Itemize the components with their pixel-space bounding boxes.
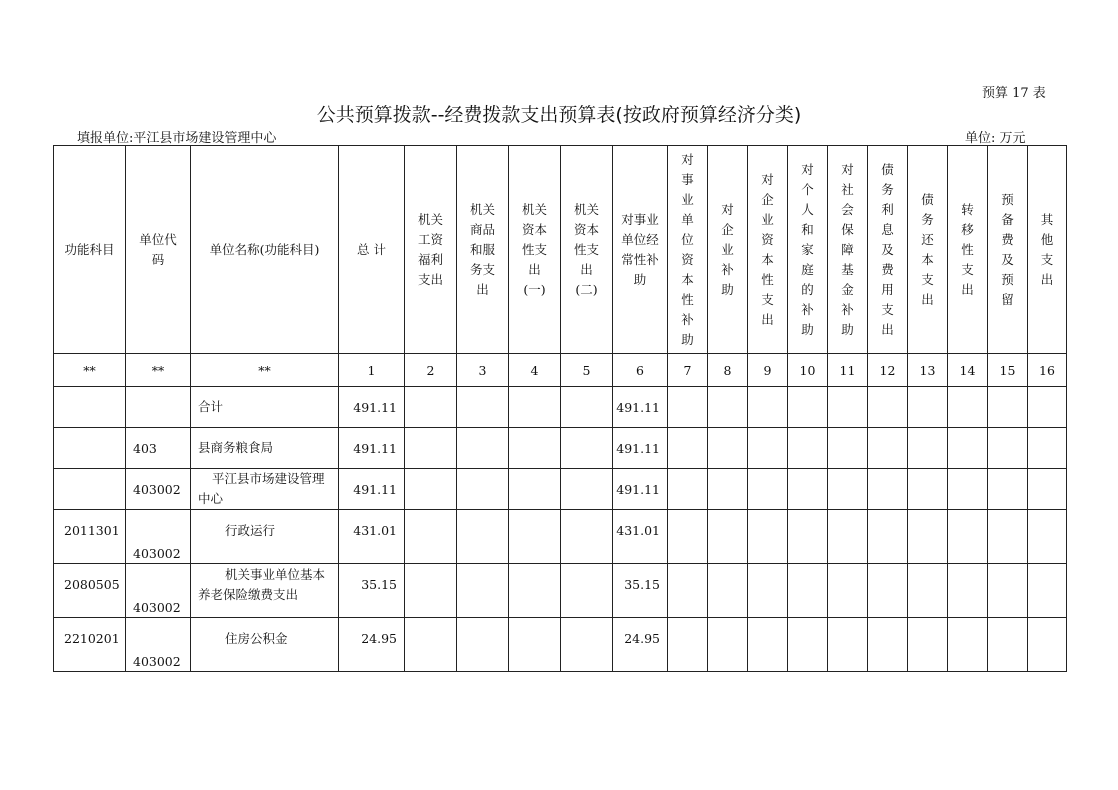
total-cell: 491.11: [339, 428, 405, 469]
col-2: 机关工资福利支出: [405, 146, 457, 354]
col-8: 对企业补助: [708, 146, 748, 354]
table-row: [54, 618, 1067, 672]
empty-cell: [1028, 387, 1067, 428]
empty-cell: [457, 428, 509, 469]
empty-cell: [708, 618, 748, 672]
empty-cell: [948, 469, 988, 510]
empty-cell: [509, 564, 561, 618]
empty-cell: [988, 428, 1028, 469]
empty-cell: [948, 510, 988, 564]
total-cell: 491.11: [339, 469, 405, 510]
total-cell: 24.95: [339, 618, 405, 672]
empty-cell: [908, 387, 948, 428]
empty-cell: [748, 428, 788, 469]
func-code-cell: [54, 469, 126, 510]
empty-cell: [748, 387, 788, 428]
col-9: 对企业资本性支出: [748, 146, 788, 354]
col-14: 转移性支出: [948, 146, 988, 354]
col-4: 机关资本性支出(一): [509, 146, 561, 354]
index-cell: 12: [868, 354, 908, 387]
empty-cell: [788, 428, 828, 469]
index-cell: 6: [613, 354, 668, 387]
filling-unit: 填报单位:平江县市场建设管理中心: [77, 131, 277, 146]
empty-cell: [828, 510, 868, 564]
empty-cell: [1028, 510, 1067, 564]
empty-cell: [908, 469, 948, 510]
empty-cell: [788, 618, 828, 672]
func-code-cell: 2011301: [54, 510, 126, 564]
empty-cell: [748, 469, 788, 510]
empty-cell: [561, 428, 613, 469]
empty-cell: [788, 469, 828, 510]
empty-cell: [509, 510, 561, 564]
empty-cell: [988, 387, 1028, 428]
empty-cell: [868, 618, 908, 672]
unit-name-cell: 县商务粮食局: [191, 428, 339, 469]
empty-cell: [405, 428, 457, 469]
c6-cell: 491.11: [613, 469, 668, 510]
unit-name-cell: 住房公积金: [191, 618, 339, 672]
empty-cell: [788, 564, 828, 618]
empty-cell: [828, 618, 868, 672]
table-row: [54, 510, 1067, 564]
empty-cell: [868, 469, 908, 510]
index-cell: 15: [988, 354, 1028, 387]
empty-cell: [908, 618, 948, 672]
col-12: 债务利息及费用支出: [868, 146, 908, 354]
index-cell: 4: [509, 354, 561, 387]
index-cell: 5: [561, 354, 613, 387]
func-code-cell: [54, 428, 126, 469]
empty-cell: [1028, 618, 1067, 672]
col-7: 对事业单位资本性补助: [668, 146, 708, 354]
unit-code-cell: [126, 387, 191, 428]
empty-cell: [988, 510, 1028, 564]
empty-cell: [457, 387, 509, 428]
col-16: 其他支出: [1028, 146, 1067, 354]
empty-cell: [1028, 564, 1067, 618]
index-cell: **: [54, 354, 126, 387]
col-5: 机关资本性支出(二): [561, 146, 613, 354]
unit-code-cell: 403002: [126, 618, 191, 672]
c6-cell: 431.01: [613, 510, 668, 564]
empty-cell: [988, 469, 1028, 510]
header-row: [54, 146, 1067, 354]
empty-cell: [868, 510, 908, 564]
empty-cell: [828, 564, 868, 618]
table-row: [54, 469, 1067, 510]
unit-name-cell: 机关事业单位基本养老保险缴费支出: [191, 564, 339, 618]
empty-cell: [561, 469, 613, 510]
empty-cell: [868, 387, 908, 428]
c6-cell: 491.11: [613, 387, 668, 428]
unit-name-cell: 行政运行: [191, 510, 339, 564]
empty-cell: [405, 618, 457, 672]
form-number: 预算 17 表: [982, 86, 1046, 101]
index-cell: **: [126, 354, 191, 387]
empty-cell: [668, 564, 708, 618]
budget-table: [53, 145, 1067, 672]
empty-cell: [948, 428, 988, 469]
empty-cell: [405, 387, 457, 428]
table-row: [54, 564, 1067, 618]
empty-cell: [948, 618, 988, 672]
total-cell: 431.01: [339, 510, 405, 564]
index-cell: 16: [1028, 354, 1067, 387]
empty-cell: [405, 510, 457, 564]
index-cell: 10: [788, 354, 828, 387]
empty-cell: [988, 618, 1028, 672]
empty-cell: [1028, 428, 1067, 469]
c6-cell: 491.11: [613, 428, 668, 469]
c6-cell: 35.15: [613, 564, 668, 618]
col-15: 预备费及预留: [988, 146, 1028, 354]
empty-cell: [908, 428, 948, 469]
currency-unit: 单位: 万元: [965, 131, 1026, 146]
index-cell: 8: [708, 354, 748, 387]
table-row: [54, 428, 1067, 469]
empty-cell: [988, 564, 1028, 618]
empty-cell: [405, 564, 457, 618]
empty-cell: [788, 510, 828, 564]
total-cell: 35.15: [339, 564, 405, 618]
empty-cell: [908, 510, 948, 564]
empty-cell: [868, 564, 908, 618]
c6-cell: 24.95: [613, 618, 668, 672]
empty-cell: [561, 510, 613, 564]
func-code-cell: 2080505: [54, 564, 126, 618]
empty-cell: [868, 428, 908, 469]
col-3: 机关商品和服务支出: [457, 146, 509, 354]
index-row: [54, 354, 1067, 387]
index-cell: 2: [405, 354, 457, 387]
empty-cell: [708, 387, 748, 428]
index-cell: 9: [748, 354, 788, 387]
empty-cell: [1028, 469, 1067, 510]
empty-cell: [708, 428, 748, 469]
empty-cell: [561, 387, 613, 428]
empty-cell: [668, 510, 708, 564]
empty-cell: [708, 564, 748, 618]
index-cell: 14: [948, 354, 988, 387]
empty-cell: [668, 428, 708, 469]
empty-cell: [457, 564, 509, 618]
index-cell: 11: [828, 354, 868, 387]
empty-cell: [748, 564, 788, 618]
page-title: 公共预算拨款--经费拨款支出预算表(按政府预算经济分类): [316, 104, 802, 126]
empty-cell: [405, 469, 457, 510]
empty-cell: [509, 387, 561, 428]
col-unit-name: 单位名称(功能科目): [191, 146, 339, 354]
col-func-code: 功能科目: [54, 146, 126, 354]
empty-cell: [509, 469, 561, 510]
empty-cell: [828, 428, 868, 469]
empty-cell: [828, 387, 868, 428]
empty-cell: [668, 469, 708, 510]
total-cell: 491.11: [339, 387, 405, 428]
empty-cell: [708, 469, 748, 510]
index-cell: 3: [457, 354, 509, 387]
index-cell: 7: [668, 354, 708, 387]
empty-cell: [948, 564, 988, 618]
empty-cell: [457, 469, 509, 510]
unit-name-cell: 平江县市场建设管理中心: [191, 469, 339, 510]
empty-cell: [748, 510, 788, 564]
empty-cell: [908, 564, 948, 618]
empty-cell: [788, 387, 828, 428]
empty-cell: [561, 564, 613, 618]
empty-cell: [668, 387, 708, 428]
unit-code-cell: 403002: [126, 564, 191, 618]
col-10: 对个人和家庭的补助: [788, 146, 828, 354]
unit-code-cell: 403002: [126, 469, 191, 510]
col-6: 对事业单位经常性补助: [613, 146, 668, 354]
unit-code-cell: 403: [126, 428, 191, 469]
unit-name-cell: 合计: [191, 387, 339, 428]
col-11: 对社会保障基金补助: [828, 146, 868, 354]
col-total: 总 计: [339, 146, 405, 354]
col-unit-code: 单位代码: [126, 146, 191, 354]
empty-cell: [668, 618, 708, 672]
func-code-cell: 2210201: [54, 618, 126, 672]
empty-cell: [509, 618, 561, 672]
empty-cell: [708, 510, 748, 564]
empty-cell: [457, 510, 509, 564]
col-13: 债务还本支出: [908, 146, 948, 354]
index-cell: 1: [339, 354, 405, 387]
empty-cell: [561, 618, 613, 672]
empty-cell: [948, 387, 988, 428]
index-cell: **: [191, 354, 339, 387]
func-code-cell: [54, 387, 126, 428]
table-row: [54, 387, 1067, 428]
index-cell: 13: [908, 354, 948, 387]
empty-cell: [509, 428, 561, 469]
empty-cell: [748, 618, 788, 672]
unit-code-cell: 403002: [126, 510, 191, 564]
empty-cell: [457, 618, 509, 672]
empty-cell: [828, 469, 868, 510]
